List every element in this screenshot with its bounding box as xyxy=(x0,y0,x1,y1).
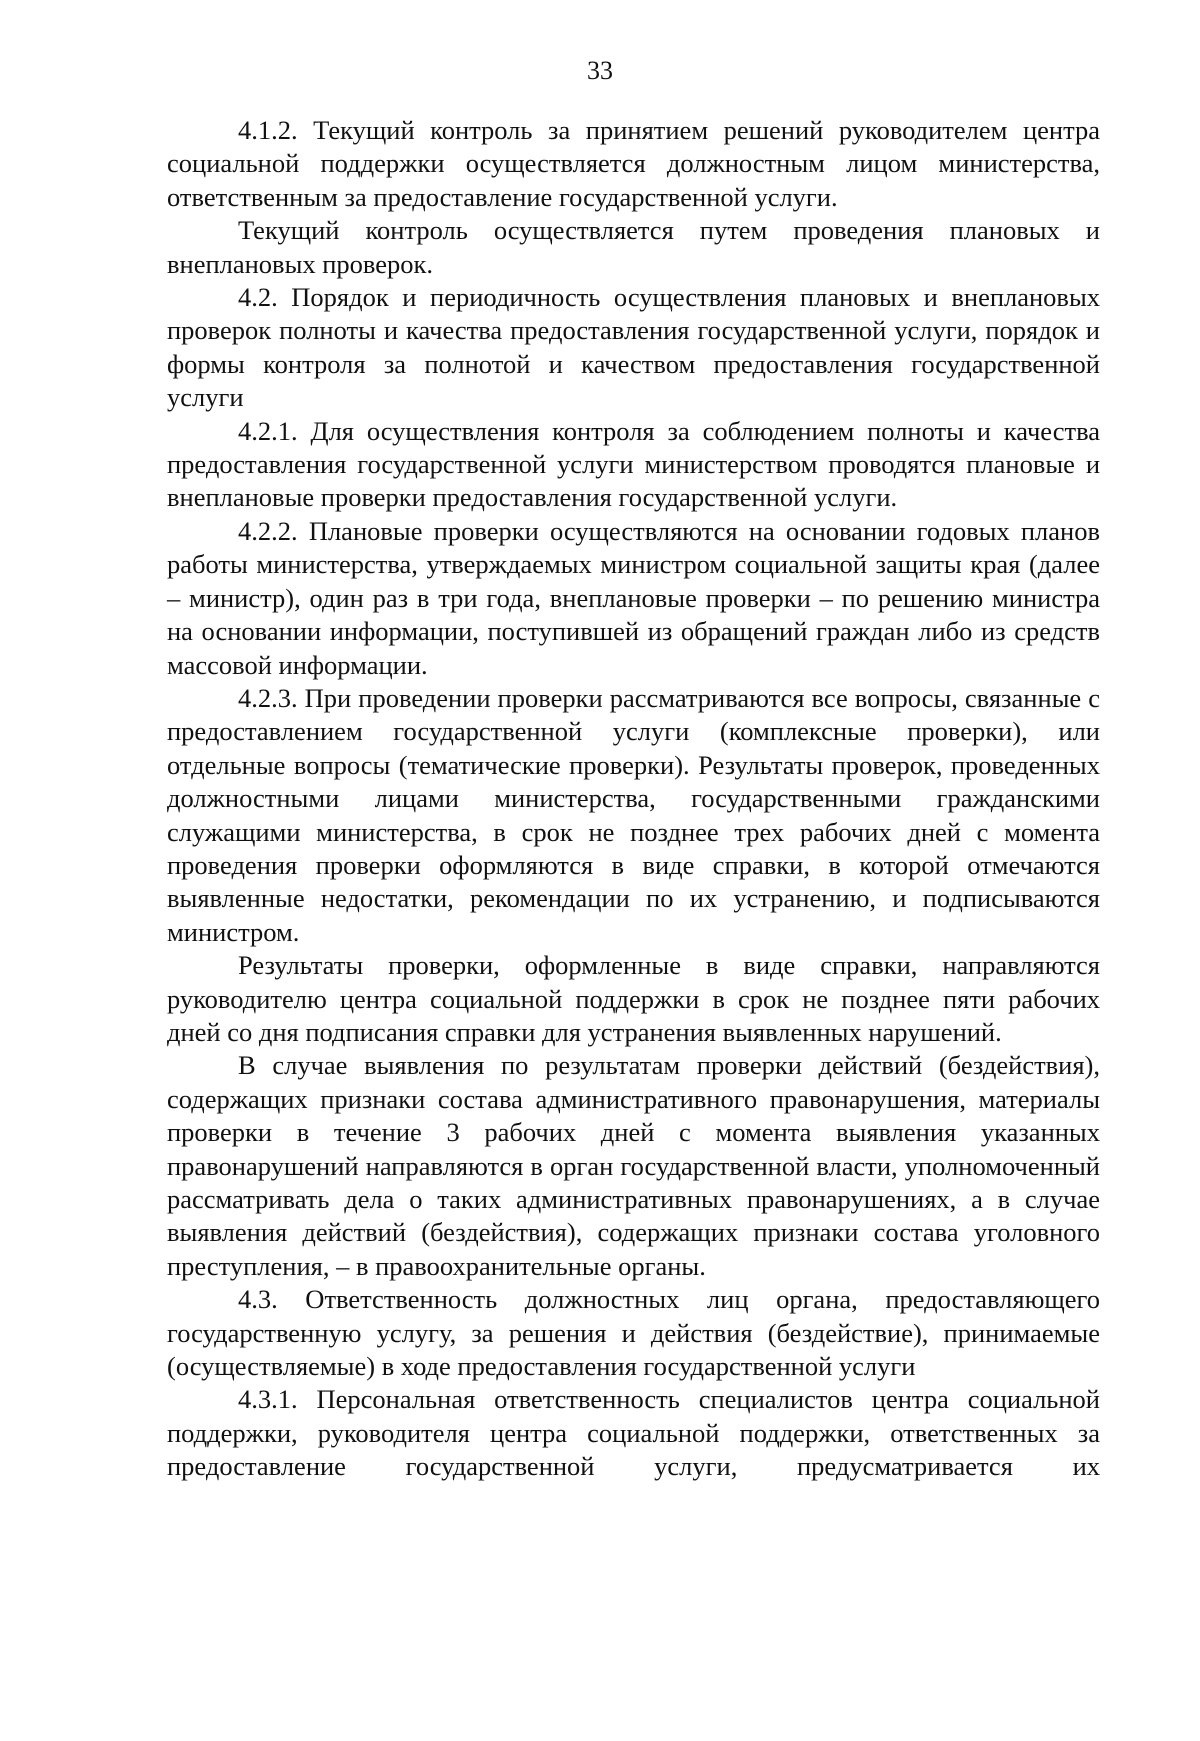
paragraph-4-2-2: 4.2.2. Плановые проверки осуществляются на основании годовых планов работы министерства, утверждаемых министром социальной защиты края (далее – министр), один раз в три года, внеплановые проверки – по решению министра на основании информации, поступившей из обращений граждан либо из средств массовой информации. xyxy=(167,515,1100,680)
paragraph-4-1-2: 4.1.2. Текущий контроль за принятием решений руководителем центра социальной поддержки осуществляется должностным лицом министерства, ответственным за предоставление государственной услуги. xyxy=(167,115,1100,212)
paragraph-check-results: Результаты проверки, оформленные в виде справки, направляются руководителю центра социальной поддержки в срок не позднее пяти рабочих дней со дня подписания справки для устранения выявленных нарушений. xyxy=(167,950,1100,1047)
paragraph-current-control: Текущий контроль осуществляется путем проведения плановых и внеплановых проверок. xyxy=(167,215,1100,279)
document-body xyxy=(167,114,1100,1484)
page-number: 33 xyxy=(587,56,613,85)
section-heading-4-2: 4.2. Порядок и периодичность осуществления плановых и внеплановых проверок полноты и качества предоставления государственной услуги, порядок и формы контроля за полнотой и качеством предоставления государственной услуги xyxy=(167,282,1100,413)
paragraph-violations: В случае выявления по результатам проверки действий (бездействия), содержащих признаки состава административного правонарушения, материалы проверки в течение 3 рабочих дней с момента выявления указанных правонарушений направляются в орган государственной власти, уполномоченный рассматривать дела о таких административных правонарушениях, а в случае выявления действий (бездействия), содержащих признаки состава уголовного преступления, – в правоохранительные органы. xyxy=(167,1050,1100,1281)
paragraph-4-2-3: 4.2.3. При проведении проверки рассматриваются все вопросы, связанные с предоставлением государственной услуги (комплексные проверки), или отдельные вопросы (тематические проверки). Результаты проверок, проведенных должностными лицами министерства, государственными гражданскими служащими министерства, в срок не позднее трех рабочих дней с момента проведения проверки оформляются в виде справки, в которой отмечаются выявленные недостатки, рекомендации по их устранению, и подписываются министром. xyxy=(167,682,1100,947)
section-heading-4-3: 4.3. Ответственность должностных лиц органа, предоставляющего государственную услугу, за решения и действия (бездействие), принимаемые (осуществляемые) в ходе предоставления государственной услуги xyxy=(167,1284,1100,1382)
paragraph-4-2-1: 4.2.1. Для осуществления контроля за соблюдением полноты и качества предоставления государственной услуги министерством проводятся плановые и внеплановые проверки предоставления государственной услуги. xyxy=(167,415,1100,513)
paragraph-4-3-1: 4.3.1. Персональная ответственность специалистов центра социальной поддержки, руководителя центра социальной поддержки, ответственных за предоставление государственной услуги, предусматривается их xyxy=(167,1384,1100,1482)
